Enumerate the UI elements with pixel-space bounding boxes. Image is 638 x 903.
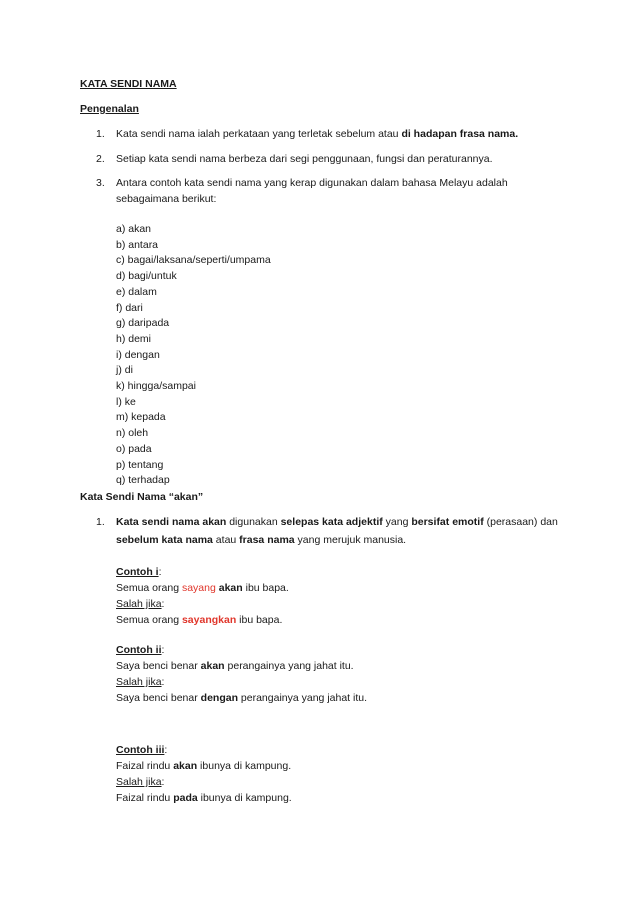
point-text-line-2: sebagaimana berikut: (116, 193, 217, 205)
example-sentence (116, 659, 354, 673)
wrong-sentence (116, 691, 367, 705)
list-item: n) oleh (116, 427, 149, 440)
list-item: p) tentang (116, 458, 164, 471)
list-item: a) akan (116, 223, 152, 235)
bold-span: selepas kata adjektif (280, 516, 383, 528)
point-number: 2. (96, 153, 105, 165)
list-item: l) ke (116, 395, 136, 408)
intro-heading: Pengenalan (80, 103, 139, 115)
sentence-part: perangainya yang jahat itu. (238, 692, 368, 704)
bold-span: Kata sendi nama akan (116, 516, 227, 528)
example-label: Contoh i: (116, 566, 162, 578)
list-item: m) kepada (116, 411, 166, 424)
bold-word: akan (218, 582, 243, 594)
point-text (116, 127, 518, 141)
salah-label: Salah jika: (116, 776, 165, 788)
salah-label: Salah jika: (116, 598, 165, 610)
list-item: o) pada (116, 442, 152, 455)
list-item: d) bagi/untuk (116, 270, 177, 283)
list-item: q) terhadap (116, 474, 170, 487)
salah-label-text: Salah jika (116, 598, 162, 610)
point-number: 1. (96, 516, 105, 528)
text-span: digunakan (226, 516, 281, 528)
bold-span: frasa nama (239, 534, 295, 546)
list-item: j) di (116, 364, 133, 377)
example-label-text: Contoh iii (116, 744, 165, 756)
sentence-part: ibunya di kampung. (197, 760, 292, 772)
salah-label-text: Salah jika (116, 776, 162, 788)
bold-word: pada (173, 792, 198, 804)
example-label: Contoh ii: (116, 644, 165, 656)
bold-word: dengan (200, 692, 238, 704)
point-text-line-1: Antara contoh kata sendi nama yang kerap digunakan dalam bahasa Melayu adalah (116, 177, 508, 189)
sentence-part: Saya benci benar (116, 660, 201, 672)
sentence-part: ibu bapa. (242, 582, 289, 594)
page-title: KATA SENDI NAMA (80, 78, 177, 90)
example-label-text: Contoh i (116, 566, 159, 578)
text-span: atau (212, 534, 240, 546)
point-text: Setiap kata sendi nama berbeza dari segi penggunaan, fungsi dan peraturannya. (116, 153, 493, 165)
section-point-line-2 (116, 533, 406, 547)
sentence-part: ibunya di kampung. (197, 792, 292, 804)
example-sentence (116, 581, 289, 595)
sentence-part: Saya benci benar (116, 692, 201, 704)
list-item: c) bagai/laksana/seperti/umpama (116, 254, 271, 267)
sentence-part: Faizal rindu (116, 760, 174, 772)
point-text-bold: di hadapan frasa nama. (401, 128, 519, 140)
bold-span: sebelum kata nama (116, 534, 213, 546)
bold-word: akan (173, 760, 198, 772)
highlight-word: sayangkan (181, 614, 237, 626)
example-label-text: Contoh ii (116, 644, 162, 656)
section-heading: Kata Sendi Nama “akan” (80, 491, 204, 503)
sentence-part: ibu bapa. (236, 614, 283, 626)
list-item: i) dengan (116, 348, 160, 361)
list-item: f) dari (116, 301, 143, 314)
sentence-part: Faizal rindu (116, 792, 174, 804)
point-text (116, 515, 558, 529)
example-sentence (116, 759, 291, 773)
salah-label-text: Salah jika (116, 676, 162, 688)
salah-label: Salah jika: (116, 676, 165, 688)
sentence-part: Semua orang (116, 582, 182, 594)
bold-span: bersifat emotif (411, 516, 484, 528)
text-span: yang merujuk manusia. (294, 534, 407, 546)
text-span: yang (382, 516, 412, 528)
wrong-sentence (116, 791, 292, 805)
bold-word: akan (200, 660, 225, 672)
text-span: (perasaan) dan (483, 516, 558, 528)
point-text-lead: Kata sendi nama ialah perkataan yang terletak sebelum atau (116, 128, 402, 140)
sentence-part: perangainya yang jahat itu. (224, 660, 354, 672)
point-number: 1. (96, 128, 105, 140)
list-item: g) daripada (116, 317, 170, 330)
sentence-part: Semua orang (116, 614, 182, 626)
point-number: 3. (96, 177, 105, 189)
highlight-word: sayang (181, 582, 216, 594)
wrong-sentence (116, 613, 282, 627)
list-item: e) dalam (116, 285, 157, 298)
list-item: h) demi (116, 332, 152, 345)
list-item: b) antara (116, 238, 159, 251)
example-label: Contoh iii: (116, 744, 168, 756)
list-item: k) hingga/sampai (116, 380, 196, 392)
